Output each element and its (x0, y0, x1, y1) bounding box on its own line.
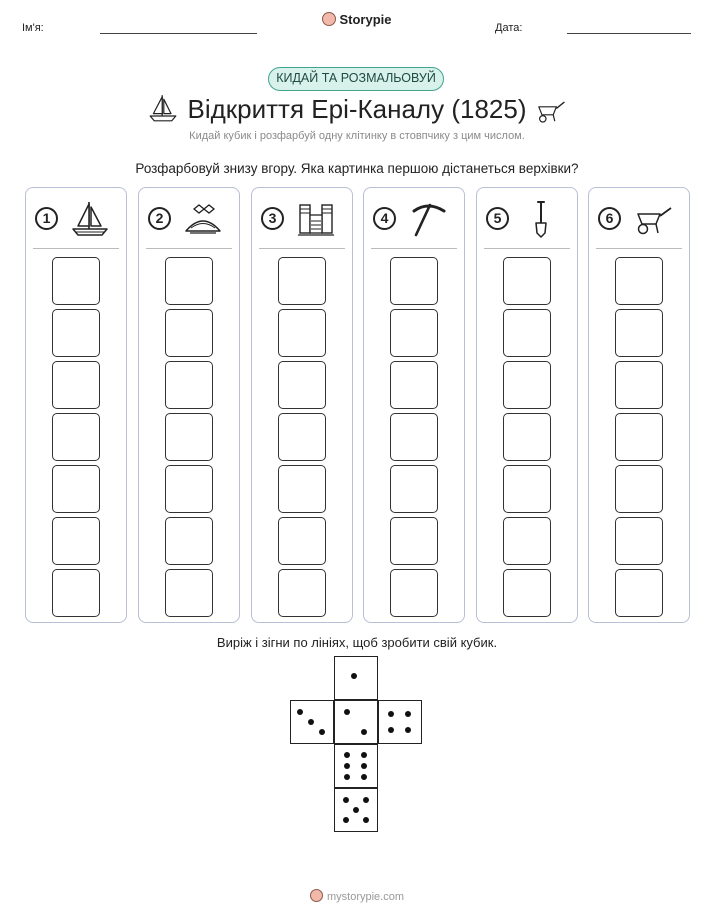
race-column-6 (588, 187, 690, 623)
page-subtitle: Кидай кубик і розфарбуй одну клітинку в стовпчику з цим числом. (189, 130, 525, 142)
pip (388, 727, 394, 733)
color-cell[interactable] (390, 309, 438, 357)
pip (363, 817, 369, 823)
color-cell[interactable] (615, 569, 663, 617)
footer (0, 889, 714, 903)
column-divider (596, 248, 682, 249)
column-number: 2 (148, 207, 171, 230)
color-cell[interactable] (52, 309, 100, 357)
color-cell[interactable] (615, 413, 663, 461)
pip (353, 807, 359, 813)
color-cell[interactable] (165, 361, 213, 409)
color-cell[interactable] (390, 569, 438, 617)
color-cell[interactable] (503, 361, 551, 409)
activity-badge: КИДАЙ ТА РОЗМАЛЬОВУЙ (268, 67, 444, 91)
column-divider (146, 248, 232, 249)
column-number: 3 (261, 207, 284, 230)
dice-face-three (290, 700, 334, 744)
shovel-icon (521, 199, 561, 239)
dice-face-one (334, 656, 378, 700)
pip (361, 763, 367, 769)
brand-name: Storypie (339, 12, 392, 27)
color-cell[interactable] (390, 517, 438, 565)
pickaxe-icon (408, 199, 448, 239)
color-cell[interactable] (503, 569, 551, 617)
color-cell[interactable] (390, 465, 438, 513)
pip (343, 797, 349, 803)
pip (361, 774, 367, 780)
race-column-5 (476, 187, 578, 623)
column-number: 6 (598, 207, 621, 230)
date-label: Дата: (495, 22, 523, 34)
color-cell[interactable] (165, 309, 213, 357)
color-cell[interactable] (503, 517, 551, 565)
column-divider (371, 248, 457, 249)
color-cell[interactable] (278, 465, 326, 513)
canal-gate-icon (296, 199, 336, 239)
color-cell[interactable] (52, 361, 100, 409)
color-cell[interactable] (615, 361, 663, 409)
color-cell[interactable] (165, 569, 213, 617)
color-cell[interactable] (503, 465, 551, 513)
sailboat-icon (70, 199, 110, 239)
column-number: 5 (486, 207, 509, 230)
race-column-2 (138, 187, 240, 623)
color-cell[interactable] (278, 569, 326, 617)
dice-face-five (334, 788, 378, 832)
pip (344, 763, 350, 769)
pip (344, 709, 350, 715)
color-cell[interactable] (503, 257, 551, 305)
brand-logo (0, 12, 714, 27)
color-cell[interactable] (52, 517, 100, 565)
title-wheelbarrow-icon (534, 94, 566, 126)
color-cell[interactable] (52, 413, 100, 461)
column-divider (484, 248, 570, 249)
color-cell[interactable] (52, 569, 100, 617)
color-cell[interactable] (390, 257, 438, 305)
color-cell[interactable] (165, 257, 213, 305)
color-cell[interactable] (503, 413, 551, 461)
name-field-line[interactable] (100, 33, 257, 34)
race-column-1 (25, 187, 127, 623)
pip (308, 719, 314, 725)
pip (405, 727, 411, 733)
color-cell[interactable] (615, 465, 663, 513)
pig-logo-icon (310, 889, 323, 902)
column-number: 1 (35, 207, 58, 230)
pip (351, 673, 357, 679)
column-number: 4 (373, 207, 396, 230)
wheelbarrow-icon (633, 199, 673, 239)
pip (344, 774, 350, 780)
column-divider (33, 248, 119, 249)
color-cell[interactable] (278, 413, 326, 461)
color-cell[interactable] (165, 413, 213, 461)
pip (343, 817, 349, 823)
game-instruction: Розфарбовуй знизу вгору. Яка картинка першою дістанеться верхівки? (135, 161, 579, 176)
footer-url[interactable]: mystorypie.com (326, 891, 405, 903)
pip (363, 797, 369, 803)
pip (319, 729, 325, 735)
page-title: Відкриття Ері-Каналу (1825) (187, 94, 527, 124)
dice-face-two (334, 700, 378, 744)
pip (405, 711, 411, 717)
color-cell[interactable] (390, 413, 438, 461)
color-cell[interactable] (390, 361, 438, 409)
pip (297, 709, 303, 715)
date-field-line[interactable] (567, 33, 691, 34)
color-cell[interactable] (503, 309, 551, 357)
color-cell[interactable] (165, 517, 213, 565)
color-cell[interactable] (615, 257, 663, 305)
race-column-3 (251, 187, 353, 623)
color-cell[interactable] (278, 361, 326, 409)
column-divider (259, 248, 345, 249)
pip (361, 752, 367, 758)
name-label: Ім'я: (22, 22, 44, 34)
dice-face-six (334, 744, 378, 788)
pip (388, 711, 394, 717)
race-column-4 (363, 187, 465, 623)
color-cell[interactable] (278, 309, 326, 357)
color-cell[interactable] (278, 517, 326, 565)
color-cell[interactable] (165, 465, 213, 513)
pip (361, 729, 367, 735)
color-cell[interactable] (52, 465, 100, 513)
cut-instruction: Виріж і зігни по лініях, щоб зробити свій кубик. (216, 635, 498, 650)
color-cell[interactable] (52, 257, 100, 305)
pip (344, 752, 350, 758)
color-cell[interactable] (278, 257, 326, 305)
color-cell[interactable] (615, 309, 663, 357)
pig-logo-icon (322, 12, 336, 26)
color-cell[interactable] (615, 517, 663, 565)
canal-locks-icon (183, 199, 223, 239)
dice-face-four (378, 700, 422, 744)
